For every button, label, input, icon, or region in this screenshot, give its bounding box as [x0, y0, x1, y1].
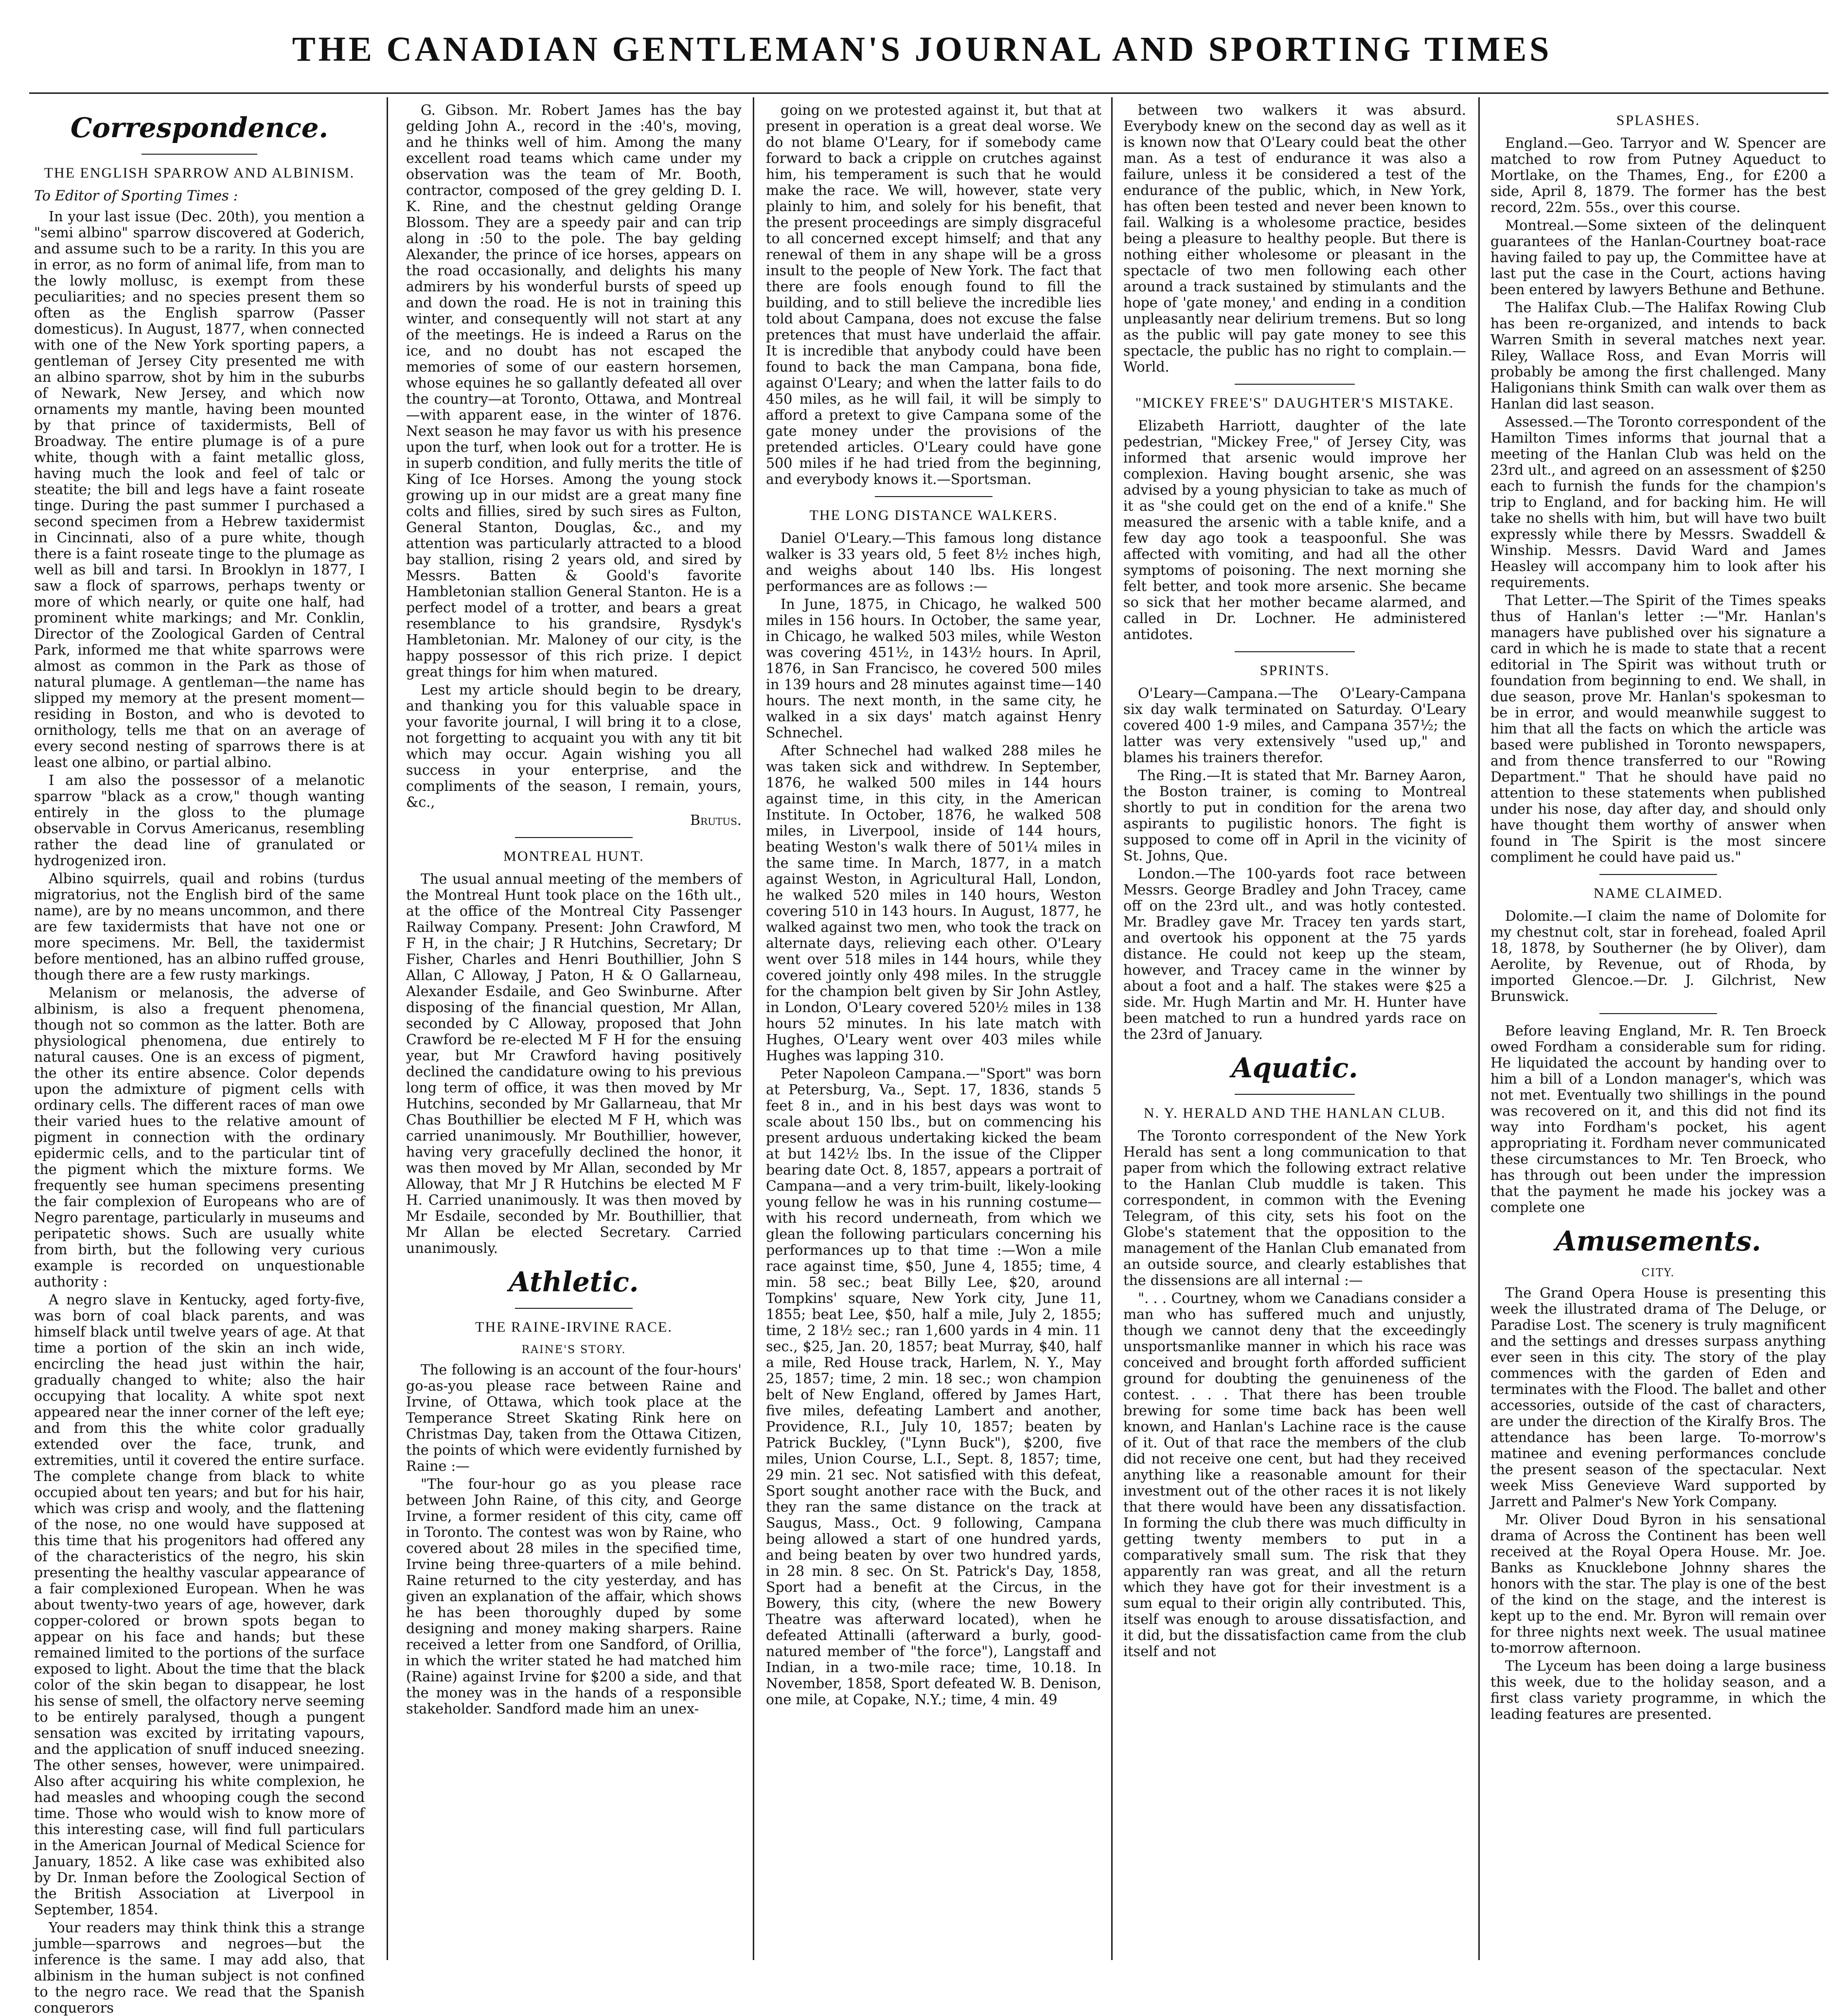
paragraph: In your last issue (Dec. 20th), you mention a "semi albino" sparrow discovered at Goderich, and assume such to be a rarity. In this you are in error, as no form of animal life, from man to the lowly mollusc, is exempt from these peculiarities; and no species present them so often as the English sparrow (Passer domesticus). In August, 1877, when connected with one of the New York sporting papers, a gentleman of Jersey City presented me with an albino sparrow, shot by him in the suburbs of Newark, New Jersey, and which now ornaments my mantle, having been mounted by that prince of taxidermists, Bell of Broadway. The entire plumage is of a pure white, though with a faint metallic gloss, having much the look and feel of talc or steatite; the bill and legs have a faint roseate tinge. During the past summer I purchased a second specimen from a Hebrew taxidermist in Cincinnati, also of a pure white, though there is a faint roseate tinge to the plumage as well as bill and tarsi. In Brooklyn in 1877, I saw a flock of sparrows, perhaps twenty or more of which nearly, or quite one half, had prominent white markings; and Mr. Conklin, Director of the Zoological Garden of Central Park, informed me that white sparrows were almost as common in the Park as those of natural plumage. A gentleman—the name has slipped my memory at the present moment—residing in Boston, and who is devoted to ornithology, tells me that on an average of every second nesting of sparrows there is at least one albino, or partial albino. — [34, 209, 365, 770]
divider — [1599, 1013, 1717, 1014]
column-rule — [387, 97, 388, 1960]
masthead: THE CANADIAN GENTLEMAN'S JOURNAL AND SPORTING TIMES — [292, 30, 1552, 69]
paragraph: London.—The 100-yards foot race between Messrs. George Bradley and John Tracey, came off on the 23rd ult., and was hotly contested. Mr. Bradley gave Mr. Tracey ten yards start, and overtook his opponent at the 75 yards distance. He could not keep up the steam, however, and Tracey came in the winner by about a foot and a half. The stakes were $25 a side. Mr. Hugh Martin and Mr. H. Hunter have been matched to run a hundred yards race on the 23rd of January. — [1123, 866, 1466, 1042]
signature: Brutus. — [690, 812, 742, 828]
paragraph: going on we protested against it, but that at present in operation is a great deal worse. We do not blame O'Leary, for if somebody came forward to back a cripple on crutches against him, his temperament is such that he would make the race. We will, however, state very plainly to him, and solely for his benefit, that the present proceedings are simply disgraceful to all concerned except himself; and that any renewal of them in any shape will be a gross insult to the people of New York. The fact that there are fools enough found to fill the building, and to still believe the incredible lies told about Campana, does not excuse the false pretences that must have underlaid the affair. It is incredible that anybody could have been found to back the man Campana, bona fide, against O'Leary; and when the latter fails to do 450 miles, as he will fail, it will be simply to afford a pretext to give Campana some of the gate money under the provisions of the pretended articles. O'Leary could have gone 500 miles if he had tried from the beginning, and everybody knows it.—Sportsman. — [766, 102, 1101, 487]
paragraph: Assessed.—The Toronto correspondent of the Hamilton Times informs that journal that a meeting of the Hanlan Club was held on the 23rd ult., and agreed on an assessment of $250 each to furnish the funds for the champion's trip to England, and for backing him. He will take no shells with him, but will have two built expressly while there by Messrs. Swaddell & Winship. Messrs. David Ward and James Heasley will accompany him to look after his requirements. — [1490, 414, 1826, 590]
paragraph: Montreal.—Some sixteen of the delinquent guarantees of the Hanlan-Courtney boat-race having failed to pay up, the Committee have at last put the case in the Court, actions having been entered by lawyers Bethune and Bethune. — [1490, 217, 1826, 298]
divider — [875, 496, 993, 497]
column-1 — [34, 102, 365, 2016]
paragraph: Lest my article should begin to be dreary, and thanking you for this valuable space in your favorite journal, I will bring it to a close, not forgetting to acquaint you with any tit bit which may occur. Again wishing you all success in your enterprise, and the compliments of the season, I remain, yours, &c., — [406, 682, 742, 810]
masthead-rule — [29, 92, 1828, 94]
paragraph: After Schnechel had walked 288 miles he was taken sick and withdrew. In September, 1876, he walked 500 miles in 144 hours against time, in this city, in the American Institute. In October, 1876, he walked 508 miles, in Liverpool, inside of 144 hours, beating Weston's walk there of 501¼ miles in the same time. In March, 1877, in a match against Weston, in Agricultural Hall, London, he walked 520 miles in 140 hours, Weston covering 510 in 143 hours. In August, 1877, he walked against two men, who took the track on alternate days, relieving each other. O'Leary went over 518 miles in 144 hours, while they covered jointly only 498 miles. In the struggle for the champion belt given by Sir John Astley, in London, O'Leary covered 520½ miles in 138 hours 52 minutes. In his late match with Hughes, O'Leary went over 403 miles while Hughes was lapping 310. — [766, 743, 1101, 1064]
divider — [1235, 1094, 1355, 1095]
column-rule — [1478, 97, 1480, 1960]
paragraph: Peter Napoleon Campana.—"Sport" was born at Petersburg, Va., Sept. 17, 1836, stands 5 feet 8 in., and in his best days was wont to scale about 150 lbs., but on commencing his present arduous undertaking kicked the beam at but 142½ lbs. In the issue of the Clipper bearing date Oct. 8, 1857, appears a portrait of Campana—and a very trim-built, likely-looking young fellow he was in his running costume—with his record underneath, from which we glean the following particulars concerning his performances up to that time :—Won a mile race against time, $50, June 4, 1855; time, 4 min. 58 sec.; beat Billy Lee, $20, around Tompkins' square, New York city, June 11, 1855; beat Lee, $50, half a mile, July 2, 1855; time, 2 18½ sec.; ran 1,600 yards in 4 min. 11 sec., $25, Jan. 20, 1857; beat Murray, $40, half a mile, Red House track, Harlem, N. Y., May 25, 1857; time, 2 min. 18 sec.; won champion belt of New England, offered by James Hart, five miles, defeating Lambert and another, Providence, R.I., July 10, 1857; beaten by Patrick Buckley, ("Lynn Buck"), $200, five miles, Union Course, L.I., Sept. 8, 1857; time, 29 min. 21 sec. Not satisfied with this defeat, Sport sought another race with the Buck, and they ran the same distance on the track at Saugus, Mass., Oct. 9 following, Campana being allowed a start of one hundred yards, and being beaten by over two hundred yards, in 28 min. 8 sec. On St. Patrick's Day, 1858, Sport had a benefit at the Circus, in the Bowery, this city, (where the new Bowery Theatre was afterward located), when he defeated Attinalli (afterward a burly, good-natured member of "the force"), Langstaff and Indian, in a two-mile race; time, 10.18. In November, 1858, Sport defeated W. B. Denison, one mile, at Copake, N.Y.; time, 4 min. 49 — [766, 1066, 1101, 1708]
divider — [1235, 384, 1355, 385]
divider — [515, 1308, 633, 1309]
paragraph: Before leaving England, Mr. R. Ten Broeck owed Fordham a considerable sum for riding. He liquidated the account by handing over to him a bill of a London manager's, which was not met. Eventually two shillings in the pound was recovered on it, and this did not find its way into Fordham's pocket, his agent appropriating it. Fordham never communicated these circumstances to Mr. Ten Broeck, who has through out been under the impression that the payment he made his jockey was a complete one — [1490, 1023, 1826, 1215]
paragraph: I am also the possessor of a melanotic sparrow "black as a crow," though wanting entirely in the gloss to the plumage observable in Corvus Americanus, resembling rather the dead line of granulated or hydrogenized iron. — [34, 772, 365, 869]
column-4 — [1123, 102, 1466, 1960]
paragraph: The Toronto correspondent of the New York Herald has sent a long communication to that paper from which the following extract relative to the Hanlan Club muddle is taken. This correspondent, in common with the Evening Telegram, of this city, sets his foot on the Globe's statement that the opposition to the management of the Hanlan Club emanated from an outside source, and clearly establishes that the dissensions are all internal :— — [1123, 1128, 1466, 1288]
paragraph: Dolomite.—I claim the name of Dolomite for my chestnut colt, star in forehead, foaled April 18, 1878, by Southerner (he by Oliver), dam Aerolite, by Revenue, out of Rhoda, by imported Glencoe.—Dr. J. Gilchrist, New Brunswick. — [1490, 908, 1826, 1004]
paragraph: Albino squirrels, quail and robins (turdus migratorius, not the English bird of the same name), are by no means uncommon, and there are few taxidermists that have not one or more specimens. Mr. Bell, the taxidermist before mentioned, has an albino ruffed grouse, though there are a few rusty markings. — [34, 871, 365, 983]
paragraph: O'Leary—Campana.—The O'Leary-Campana six day walk terminated on Saturday. O'Leary covered 400 1-9 miles, and Campana 357½; the latter was very extensively "used up," and blames his trainers therefor. — [1123, 685, 1466, 766]
paragraph: The Grand Opera House is presenting this week the illustrated drama of The Deluge, or Paradise Lost. The scenery is truly magnificent and the settings and dresses surpass anything ever seen in this city. The story of the play commences with the garden of Eden and terminates with the Flood. The ballet and other accessories, outside of the cast of characters, are under the direction of the Kiralfy Bros. The attendance has been large. To-morrow's matinee and evening performances conclude the present season of the spectacular. Next week Miss Genevieve Ward supported by Jarrett and Palmer's New York Company. — [1490, 1285, 1826, 1510]
paragraph: The Ring.—It is stated that Mr. Barney Aaron, the Boston trainer, is coming to Montreal shortly to put in condition for the arena two aspirants to pugilistic honors. The fight is supposed to come off in April in the vicinity of St. Johns, Que. — [1123, 767, 1466, 864]
paragraph: A negro slave in Kentucky, aged forty-five, was born of coal black parents, and was himself black until twelve years of age. At that time a portion of the skin an inch wide, encircling the head just within the hair, gradually changed to white; also the hair occupying that locality. A white spot next appeared near the inner corner of the left eye; and from this the white color gradually extended over the face, trunk, and extremities, until it covered the entire surface. The complete change from black to white occupied about ten years; and but for his hair, which was crisp and wooly, and the flattening of the nose, no one would have supposed at this time that his progenitors had offered any of the characteristics of the negro, his skin presenting the healthy vascular appearance of a fair complexioned European. When he was about twenty-two years of age, however, dark copper-colored or brown spots began to appear on his face and hands; but these remained limited to the portions of the surface exposed to light. About the time that the black color of the skin began to disappear, he lost his sense of smell, the olfactory nerve seeming to be entirely paralysed, though a pungent sensation was excited by irritating vapours, and the application of snuff induced sneezing. The other senses, however, were unimpaired. Also after acquiring his white complexion, he had measles and whooping cough the second time. Those who would wish to know more of this interesting case, will find full particulars in the American Journal of Medical Science for January, 1852. A like case was exhibited also by Dr. Inman before the Zoological Section of the British Association at Liverpool in September, 1854. — [34, 1292, 365, 1918]
divider — [1235, 651, 1355, 652]
headline-long-distance-walkers: THE LONG DISTANCE WALKERS. — [809, 507, 1058, 523]
section-heading-amusements: Amusements. — [1555, 1225, 1761, 1257]
headline-english-sparrow: THE ENGLISH SPARROW AND ALBINISM. — [44, 165, 355, 181]
paragraph: between two walkers it was absurd. Everybody knew on the second day as well as it is known now that O'Leary could beat the other man. As a test of endurance it was also a failure, unless it be considered a test of the endurance of the public, which, in New York, has often been tested and never been known to fail. Walking is a wholesome practice, besides being a pleasure to healthy people. But there is nothing either wholesome or pleasant in the spectacle of two men following each other around a track sustained by stimulants and the hope of 'gate money,' and ending in a condition unpleasantly near delirium tremens. But so long as the public will pay gate money to see this spectacle, the public has no right to complain.—World. — [1123, 102, 1466, 375]
headline-raine-irvine: THE RAINE-IRVINE RACE. — [475, 1319, 673, 1335]
paragraph: Your readers may think think this a strange jumble—sparrows and negroes—but the inference is the same. I may add also, that albinism in the human subject is not confined to the negro race. We read that the Spanish conquerors — [34, 1920, 365, 2016]
paragraph: In June, 1875, in Chicago, he walked 500 miles in 156 hours. In October, the same year, in Chicago, he walked 503 miles, while Weston was covering 451½, in 143½ hours. In April, 1876, in San Francisco, he covered 500 miles in 139 hours and 28 minutes against time—140 hours. The next month, in the same city, he walked in a six days' match against Henry Schnechel. — [766, 596, 1101, 741]
subheading-raines-story: RAINE'S STORY. — [521, 1344, 626, 1356]
section-heading-athletic: Athletic. — [509, 1266, 639, 1298]
subheading-city: CITY. — [1641, 1267, 1675, 1279]
paragraph: The following is an account of the four-hours' go-as-you please race between Raine and Irvine, of Ottawa, which took place at the Temperance Street Skating Rink here on Christmas Day, taken from the Ottawa Citizen, the points of which were evidently furnished by Raine :— — [406, 1362, 742, 1474]
paragraph: The Halifax Club.—The Halifax Rowing Club has been re-organized, and intends to back Warren Smith in several matches next year. Riley, Wallace Ross, and Evan Morris will probably be among the first challenged. Many Haligonians think Smith can walk over them as Hanlan did last season. — [1490, 300, 1826, 412]
divider — [1599, 874, 1717, 875]
headline-montreal-hunt: MONTREAL HUNT. — [503, 848, 644, 864]
paragraph: G. Gibson. Mr. Robert James has the bay gelding John A., record in the :40's, moving, and he thinks well of him. Among the many excellent road teams which came under my observation was the team of Mr. Booth, contractor, composed of the grey gelding D. I. K. Rine, and the chestnut gelding Orange Blossom. They are a speedy pair and can trip along in :50 to the pole. The bay gelding Alexander, the prince of ice horses, appears on the road occasionally, and delights his many admirers by his wonderful bursts of speed up and down the road. He is not in training this winter, and consequently will not start at any of the meetings. He is indeed a Rarus on the ice, and no doubt has not escaped the memories of some of our eastern horsemen, whose equines he so gallantly defeated all over the country—at Toronto, Ottawa, and Montreal—with apparent ease, in the winter of 1876. Next season he may favor us with his presence upon the turf, when look out for a trotter. He is in superb condition, and fully merits the title of King of Ice Horses. Among the young stock growing up in our midst are a great many fine colts and fillies, sired by such sires as Fulton, General Stanton, Douglas, &c., and my attention was particularly attracted to a blood bay stallion, rising 2 years old, and sired by Messrs. Batten & Goold's favorite Hambletonian stallion General Stanton. He is a perfect model of a trotter, and bears a great resemblance to his grandsire, Rysdyk's Hambletonian. Mr. Maloney of our city, is the happy possessor of this rich prize. I depict great things for him when matured. — [406, 102, 742, 680]
section-heading-aquatic: Aquatic. — [1231, 1052, 1358, 1084]
paragraph: England.—Geo. Tarryor and W. Spencer are matched to row from Putney Aqueduct to Mortlake, on the Thames, Eng., for £200 a side, April 8, 1879. The former has the best record, 22m. 55s., over this course. — [1490, 135, 1826, 215]
paragraph: Daniel O'Leary.—This famous long distance walker is 33 years old, 5 feet 8½ inches high, and weighs about 140 lbs. His longest performances are as follows :— — [766, 530, 1101, 594]
column-5 — [1490, 102, 1826, 1960]
paragraph: "The four-hour go as you please race between John Raine, of this city, and George Irvine, a former resident of this city, came off in Toronto. The contest was won by Raine, who covered about 28 miles in the specified time, Irvine being three-quarters of a mile behind. Raine returned to the city yesterday, and has given an explanation of the affair, which shows he has been thoroughly duped by some designing and money making sharpers. Raine received a letter from one Sandford, of Orillia, in which the writer stated he had matched him (Raine) against Irvine for $200 a side, and that the money was in the hands of a responsible stakeholder. Sandford made him an unex- — [406, 1476, 742, 1717]
column-3 — [766, 102, 1101, 1960]
salutation: To Editor of Sporting Times : — [34, 188, 238, 204]
headline-splashes: SPLASHES. — [1616, 112, 1701, 128]
headline-name-claimed: NAME CLAIMED. — [1594, 885, 1723, 901]
column-rule — [1111, 97, 1113, 1960]
paragraph: Melanism or melanosis, the adverse of albinism, is also a frequent phenomena, though not so common as the latter. Both are physiological phenomena, due entirely to natural causes. One is an excess of pigment, the other its entire absence. Color depends upon the admixture of pigment cells with ordinary cells. The different races of man owe their varied hues to the relative amount of pigment in connection with the ordinary epidermic cells, and to the particular tint of the pigment which the mixture forms. We frequently see human specimens presenting the fair complexion of Europeans who are of Negro parentage, particularly in museums and peripatetic shows. Such are usually white from birth, but the following very curious example is recorded on unquestionable authority : — [34, 985, 365, 1290]
divider — [142, 154, 257, 155]
paragraph: That Letter.—The Spirit of the Times speaks thus of Hanlan's letter :—"Mr. Hanlan's managers have published over his signature a card in which he is made to state that a recent editorial in The Spirit was without truth or foundation from beginning to end. We shall, in due season, prove Mr. Hanlan's spokesman to be in error, and would meanwhile suggest to him that all the facts on which the article was based were published in Toronto newspapers, and from thence transferred to our "Rowing Department." That he should have paid no attention to these statements when published under his nose, day after day, and should only have thought them worthy of answer when found in The Spirit is the most sincere compliment he could have paid us." — [1490, 592, 1826, 865]
headline-sprints: SPRINTS. — [1259, 662, 1330, 678]
paragraph: Elizabeth Harriott, daughter of the late pedestrian, "Mickey Free," of Jersey City, was informed that arsenic would improve her complexion. Having bought arsenic, she was advised by a young physician to take as much of it as "she could get on the end of a knife." She measured the arsenic with a table knife, and a few day ago took a teaspoonful. She was affected with vomiting, and had all the other symptoms of poisoning. The next morning she felt better, and took more arsenic. She became so sick that her mother became alarmed, and called in Dr. Lochner. He administered antidotes. — [1123, 418, 1466, 642]
headline-herald-hanlan: N. Y. HERALD AND THE HANLAN CLUB. — [1143, 1105, 1446, 1121]
divider — [515, 837, 633, 838]
paragraph: The Lyceum has been doing a large business this week, due to the holiday season, and a first class variety programme, in which the leading features are presented. — [1490, 1658, 1826, 1722]
column-2 — [406, 102, 742, 1960]
column-rule — [753, 97, 754, 1960]
paragraph: ". . . Courtney, whom we Canadians consider a man who has suffered much and unjustly, though we cannot deny that the exceedingly unsportsmanlike manner in which his race was conceived and brought forth afforded sufficient ground for doubting the genuineness of the contest. . . . That there has been trouble brewing for some time back has been well known, and Hanlan's Lachine race is the cause of it. Out of that race the members of the club did not receive one cent, but had they received anything like a reasonable amount for their investment out of the other races it is not likely that there would have been any dissatisfaction. In forming the club there was much difficulty in getting twenty members to put in a comparatively small sum. The risk that they apparently ran was great, and all the return which they have got for their investment is a sum equal to their origin ally contributed. This, itself was enough to arouse dissatisfaction, and it did, but the dissatisfaction came from the club itself and not — [1123, 1290, 1466, 1659]
paragraph: The usual annual meeting of the members of the Montreal Hunt took place on the 16th ult., at the office of the Montreal City Passenger Railway Company. Present: John Crawford, M F H, in the chair; J R Hutchins, Secretary; Dr Fisher, Charles and Henri Bouthillier, John S Allan, C Alloway, J Paton, H & O Gallarneau, Alexander Esdaile, and Geo Swinburne. After disposing of the financial question, Mr Allan, seconded by C Alloway, proposed that John Crawford be re-elected M F H for the ensuing year, but Mr Crawford having positively declined the candidature owing to his previous long term of office, it was then moved by Mr Hutchins, seconded by Mr Gallarneau, that Mr Chas Bouthillier be elected M F H, which was carried unanimously. Mr Bouthillier, however, having very gracefully declined the honor, it was then moved by Mr Allan, seconded by Mr Alloway, that Mr J R Hutchins be elected M F H. Carried unanimously. It was then moved by Mr Esdaile, seconded by Mr. Bouthillier, that Mr Allan be elected Secretary. Carried unanimously. — [406, 871, 742, 1256]
headline-mickey-free: "MICKEY FREE'S" DAUGHTER'S MISTAKE. — [1135, 395, 1454, 411]
paragraph: Mr. Oliver Doud Byron in his sensational drama of Across the Continent has been well received at the Royal Opera House. Mr. Joe. Banks as Knucklebone Johnny shares the honors with the star. The play is one of the best of the kind on the stage, and the interest is kept up to the end. Mr. Byron will remain over for three nights next week. The usual matinee to-morrow afternoon. — [1490, 1512, 1826, 1656]
section-heading-correspondence: Correspondence. — [70, 112, 329, 144]
